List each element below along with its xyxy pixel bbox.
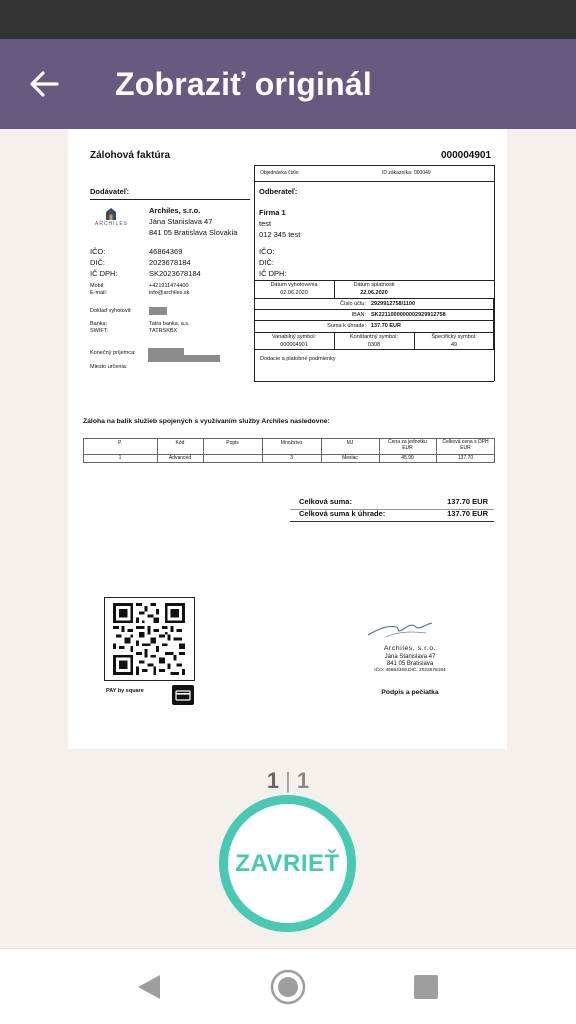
- ks-label: Konštantný symbol:: [350, 334, 398, 340]
- customer-heading: Odberateľ:: [259, 187, 298, 196]
- customer-line2: test: [259, 219, 272, 228]
- arrow-left-icon: [29, 70, 59, 98]
- supplier-ico: 46864369: [149, 247, 183, 256]
- back-button[interactable]: [18, 61, 70, 107]
- issue-date-label: Dátum vyhotovenia: [270, 282, 318, 288]
- terms-label: Dodacie a platobné podmienky: [260, 356, 336, 362]
- col-header-desc: Popis: [226, 440, 239, 446]
- customer-dic-label: DIČ:: [259, 258, 274, 267]
- stamp-street: Jána Stanislava 47: [384, 654, 436, 660]
- close-button-label: ZAVRIEŤ: [235, 849, 340, 877]
- supplier-dic: 2023678184: [149, 258, 191, 267]
- invoice-document[interactable]: [68, 129, 507, 749]
- supplier-heading: Dodávateľ:: [90, 187, 130, 196]
- total-due: 137.70 EUR: [447, 509, 488, 518]
- page-separator: |: [285, 768, 291, 793]
- table-cell-qty: 3: [290, 455, 293, 461]
- iban-label: IBAN:: [351, 312, 366, 318]
- supplier-mobile: +421911474400: [149, 283, 189, 289]
- square-recent-icon[interactable]: [414, 975, 438, 999]
- col-header-p: P.: [117, 440, 123, 446]
- close-button[interactable]: [219, 795, 356, 932]
- supplier-icdph: SK2023678184: [149, 269, 201, 278]
- bank-name: Tatra banka, a.s.: [149, 321, 190, 327]
- ks-value: 0308: [367, 342, 381, 348]
- supplier-city: 841 05 Bratislava Slovakia: [149, 228, 238, 237]
- supplier-mobile-label: Mobil:: [90, 283, 105, 289]
- recipient-label: Konečný príjemca:: [90, 350, 136, 356]
- col-header-total-1: Celková cena s DPH: [442, 439, 489, 445]
- supplier-email-label: E-mail:: [90, 290, 108, 296]
- col-header-unit: MJ: [346, 440, 354, 446]
- order-number-label: Objednávka číslo:: [260, 170, 300, 176]
- triangle-back-icon[interactable]: [137, 974, 161, 1000]
- signature-icon: [366, 615, 436, 639]
- customer-id-label: ID zákazníka:: [382, 170, 413, 176]
- supplier-email[interactable]: info@archiles.sk: [149, 290, 190, 296]
- ss-value: 49: [450, 342, 458, 348]
- place-label: Miesto určenia:: [90, 364, 128, 370]
- current-page: 1: [266, 768, 280, 793]
- swift-label: SWIFT:: [90, 328, 109, 334]
- bank-label: Banka:: [90, 321, 108, 327]
- invoice-number: 000004901: [441, 150, 492, 161]
- customer-icdph-label: IČ DPH:: [259, 269, 287, 278]
- table-cell-total: 137.70: [457, 455, 474, 461]
- table-cell-unit: Mesiac: [342, 455, 358, 461]
- iban: SK2211000000002929912758: [371, 312, 446, 318]
- account-label: Číslo účtu:: [340, 301, 366, 307]
- redacted-block: [148, 355, 220, 362]
- table-cell-code: Advanced: [168, 455, 192, 461]
- total-sum: 137.70 EUR: [447, 497, 488, 506]
- col-header-price-1: Cena za jednotku: [388, 439, 427, 445]
- system-nav-bar: [0, 948, 576, 1024]
- customer-line3: 012 345 test: [259, 230, 301, 239]
- col-header-qty: Množstvo: [280, 440, 303, 446]
- amount-due: 137.70 EUR: [371, 323, 401, 329]
- page-title: Zobraziť originál: [115, 66, 372, 102]
- status-bar: [0, 0, 576, 39]
- account-number: 2929912758/1100: [371, 301, 416, 307]
- customer-name: Firma 1: [259, 208, 286, 217]
- ss-label: Špecifický symbol:: [431, 334, 477, 340]
- app-bar: [0, 39, 576, 129]
- due-date-label: Dátum splatnosti: [353, 282, 395, 288]
- qr-code-icon: [111, 603, 187, 675]
- due-date: 22.06.2020: [360, 290, 388, 296]
- redacted-block: [148, 348, 184, 355]
- col-header-price-2: EUR: [402, 445, 413, 451]
- customer-id-value: 000049: [414, 170, 431, 176]
- stamp-name: Archiles, s.r.o.: [383, 645, 437, 652]
- issue-date: 02.06.2020: [280, 290, 308, 296]
- total-due-label: Celková suma k úhrade:: [299, 509, 386, 518]
- archiles-logo-icon: [105, 207, 117, 221]
- delivery-note-label: Doklad vyhotovil:: [90, 308, 132, 314]
- stamp-city: 841 05 Bratislava: [386, 661, 434, 667]
- amount-label: Suma k úhrade:: [327, 323, 366, 329]
- signature-label: Podpis a pečiatka: [381, 689, 439, 696]
- card-icon: [172, 685, 194, 705]
- col-header-code: Kód: [175, 440, 185, 446]
- page-indicator: [0, 768, 576, 794]
- qr-code-frame: [104, 597, 195, 681]
- table-cell-p: 1: [118, 455, 122, 461]
- col-header-total-2: EUR: [460, 445, 471, 451]
- supplier-ico-label: IČO:: [90, 247, 106, 256]
- swift-code: TATRSKBX: [149, 328, 178, 334]
- logo-text: ARCHILES: [95, 221, 129, 227]
- redacted-block: [149, 307, 167, 315]
- vs-label: Variabilný symbol:: [271, 334, 317, 340]
- pay-by-square-label: PAY by square: [106, 688, 144, 694]
- stamp-ids: IČO: 46864369 DIČ: 2023678184: [374, 668, 446, 673]
- items-heading: Záloha na balík služieb spojených s využívaním služby Archiles nasledovne:: [83, 418, 330, 425]
- supplier-name: Archiles, s.r.o.: [149, 206, 201, 215]
- vs-value: 000004901: [280, 342, 308, 348]
- circle-home-icon[interactable]: [270, 969, 306, 1005]
- supplier-street: Jána Stanislava 47: [149, 217, 213, 226]
- total-sum-label: Celková suma:: [299, 497, 352, 506]
- supplier-dic-label: DIČ:: [90, 258, 105, 267]
- total-pages: 1: [296, 768, 310, 793]
- invoice-title: Zálohová faktúra: [90, 150, 171, 161]
- table-cell-price: 45.90: [401, 455, 414, 461]
- supplier-icdph-label: IČ DPH:: [90, 269, 118, 278]
- customer-ico-label: IČO:: [259, 247, 275, 256]
